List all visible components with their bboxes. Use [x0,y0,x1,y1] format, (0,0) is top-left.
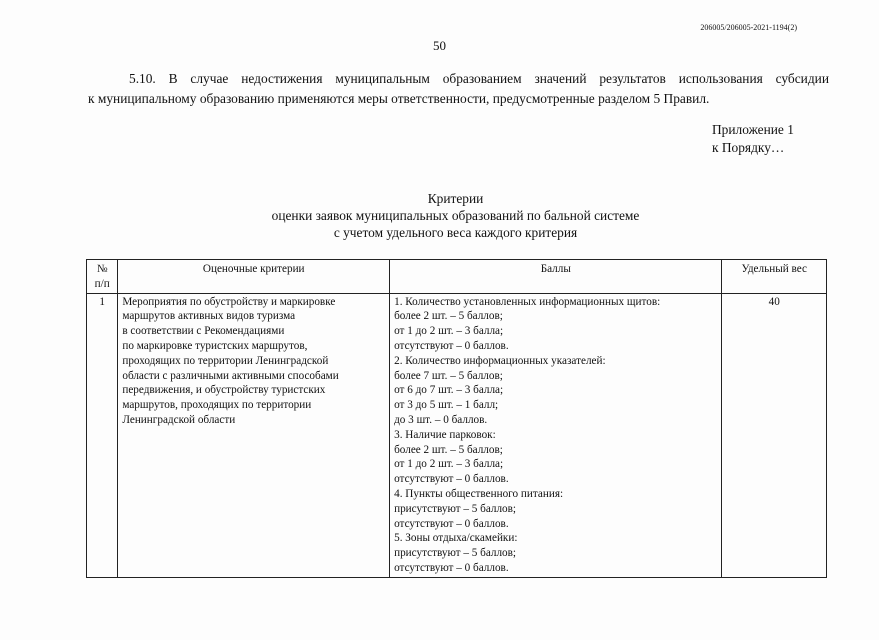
header-criteria: Оценочные критерии [118,260,390,294]
score-line: отсутствуют – 0 баллов. [394,473,509,486]
title-line: с учетом удельного веса каждого критерия [333,225,578,240]
criteria-table [86,259,827,578]
table-row [87,293,827,577]
header-score: Баллы [390,260,722,294]
criteria-line: маршрутов активных видов туризма [122,310,296,323]
score-line: 5. Зоны отдыха/скамейки: [394,532,518,545]
score-line: 2. Количество информационных указателей: [394,354,606,367]
criteria-line: передвижения, и обустройству туристских [122,384,326,397]
paragraph-line: 5.10. В случае недостижения муниципальным образованием значений результатов использования субсидии [129,71,829,86]
score-line: более 7 шт. – 5 баллов; [394,369,503,382]
score-line: 1. Количество установленных информационных щитов: [394,295,661,308]
page-number: 50 [433,38,446,53]
criteria-line: Мероприятия по обустройству и маркировке [122,295,336,308]
cell-criteria [118,293,390,577]
document-id: 206005/206005-2021-1194(2) [700,23,797,32]
criteria-line: маршрутов, проходящих по территории [122,399,312,412]
cell-weight: 40 [722,293,827,577]
paragraph-line: к муниципальному образованию применяются меры ответственности, предусмотренные разделом 5 Правил. [88,91,710,106]
header-weight: Удельный вес [722,260,827,294]
score-line: присутствуют – 5 баллов; [394,547,517,560]
criteria-title [0,190,879,241]
paragraph-5-10 [88,69,829,109]
appendix-line: Приложение 1 [712,122,794,137]
header-number: № п/п [87,260,118,294]
title-line: Критерии [427,191,484,206]
criteria-line: Ленинградской области [122,413,236,426]
criteria-line: проходящих по территории Ленинградской [122,354,329,367]
score-line: более 2 шт. – 5 баллов; [394,310,503,323]
score-line: отсутствуют – 0 баллов. [394,339,509,352]
score-line: до 3 шт. – 0 баллов. [394,413,488,426]
score-line: отсутствуют – 0 баллов. [394,561,509,574]
criteria-line: области с различными активными способами [122,369,339,382]
score-line: присутствуют – 5 баллов; [394,502,517,515]
appendix-note [712,121,794,157]
score-line: 4. Пункты общественного питания: [394,487,564,500]
cell-score [390,293,722,577]
criteria-line: в соответствии с Рекомендациями [122,325,285,338]
score-line: 3. Наличие парковок: [394,428,496,441]
table-header-row [87,260,827,294]
title-line: оценки заявок муниципальных образований по бальной системе [271,208,640,223]
score-line: отсутствуют – 0 баллов. [394,517,509,530]
criteria-line: по маркировке туристских маршрутов, [122,339,308,352]
score-line: от 1 до 2 шт. – 3 балла; [394,325,504,338]
score-line: от 1 до 2 шт. – 3 балла; [394,458,504,471]
score-line: от 3 до 5 шт. – 1 балл; [394,399,499,412]
cell-number: 1 [87,293,118,577]
appendix-line: к Порядку… [712,140,785,155]
score-line: от 6 до 7 шт. – 3 балла; [394,384,504,397]
score-line: более 2 шт. – 5 баллов; [394,443,503,456]
